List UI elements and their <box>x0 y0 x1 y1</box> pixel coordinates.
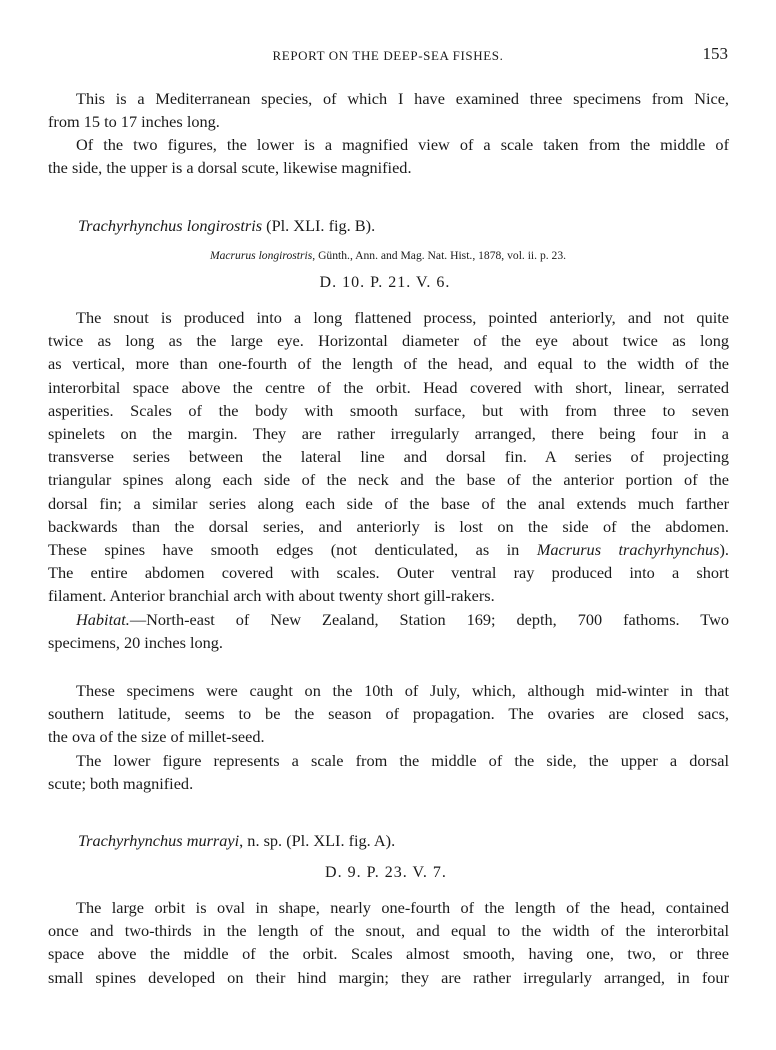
species-reference: Macrurus trachyrhynchus <box>536 540 720 560</box>
text-line: small spines developed on their hind margin; they are rather irregularly arranged, in four <box>48 967 729 987</box>
text-line: interorbital space above the centre of the orbit. Head covered with short, linear, serrated <box>48 377 729 397</box>
text-line: southern latitude, seems to be the season of propagation. The ovaries are closed sacs, <box>48 704 729 724</box>
text-line: twice as long as the large eye. Horizontal diameter of the eye about twice as long <box>48 331 729 351</box>
plate-reference: (Pl. XLI. fig. B). <box>262 216 376 235</box>
species-1-description <box>48 306 729 654</box>
text-line: from 15 to 17 inches long. <box>48 112 220 132</box>
synonym-reference: , Günth., Ann. and Mag. Nat. Hist., 1878, vol. ii. p. 23. <box>312 249 567 262</box>
synonym-name: Macrurus longirostris <box>209 249 313 262</box>
propagation-note <box>48 679 729 795</box>
text-line: filament. Anterior branchial arch with about twenty short gill-rakers. <box>48 586 495 606</box>
text-line: dorsal fin; a similar series along each side of the base of the anal extends much farther <box>48 493 729 513</box>
plate-reference: , n. sp. (Pl. XLI. fig. A). <box>239 831 396 850</box>
text-line: the side, the upper is a dorsal scute, likewise magnified. <box>48 158 412 178</box>
running-head: REPORT ON THE DEEP-SEA FISHES. <box>272 48 504 63</box>
text-line: as vertical, more than one-fourth of the length of the head, and equal to the width of the <box>48 354 729 374</box>
text-line: spinelets on the margin. They are rather irregularly arranged, there being four in a <box>48 424 729 444</box>
text-line: transverse series between the lateral line and dorsal fin. A series of projecting <box>48 447 729 467</box>
text-line: The snout is produced into a long flattened process, pointed anteriorly, and not quite <box>76 308 729 327</box>
synonym-citation <box>0 249 776 262</box>
species-2-description <box>48 896 729 989</box>
page-number: 153 <box>702 44 728 63</box>
text-line: asperities. Scales of the body with smooth surface, but with from three to seven <box>48 400 729 420</box>
text-segment: ). <box>719 540 730 560</box>
text-line: The lower figure represents a scale from the middle of the side, the upper a dorsal <box>76 750 729 770</box>
habitat-label: Habitat. <box>76 609 130 629</box>
text-line: Of the two figures, the lower is a magnified view of a scale taken from the middle of <box>76 135 729 154</box>
species-heading-2 <box>78 831 395 851</box>
fin-formula-1: D. 10. P. 21. V. 6. <box>319 274 451 291</box>
text-line: scute; both magnified. <box>48 773 194 793</box>
text-line: specimens, 20 inches long. <box>48 632 223 652</box>
intro-paragraph-2 <box>48 133 729 179</box>
text-line: This is a Mediterranean species, of which I have examined three specimens from Nice, <box>76 89 729 108</box>
intro-paragraph-1 <box>48 87 729 133</box>
text-line <box>48 538 729 561</box>
species-heading-1 <box>78 216 375 236</box>
habitat-text: —North-east of New Zealand, Station 169; depth, 700 fathoms. Two <box>129 609 729 629</box>
species-name: Trachyrhynchus longirostris <box>78 216 263 235</box>
text-segment: These spines have smooth edges (not denticulated, as in <box>48 540 537 560</box>
text-line: The large orbit is oval in shape, nearly one-fourth of the length of the head, contained <box>76 898 729 917</box>
habitat-line <box>48 608 729 631</box>
text-line: The entire abdomen covered with scales. Outer ventral ray produced into a short <box>48 563 729 583</box>
text-line: These specimens were caught on the 10th of July, which, although mid-winter in that <box>76 681 729 700</box>
text-line: space above the middle of the orbit. Scales almost smooth, having one, two, or three <box>48 944 729 964</box>
text-line: once and two-thirds in the length of the snout, and equal to the width of the interorbital <box>48 921 729 941</box>
text-line: backwards than the dorsal series, and anteriorly is lost on the side of the abdomen. <box>48 516 729 536</box>
text-line: the ova of the size of millet-seed. <box>48 727 265 747</box>
page-header <box>48 44 728 66</box>
fin-formula-2: D. 9. P. 23. V. 7. <box>325 864 447 881</box>
text-line: triangular spines along each side of the neck and the base of the anterior portion of the <box>48 470 729 490</box>
species-name: Trachyrhynchus murrayi <box>78 831 240 850</box>
